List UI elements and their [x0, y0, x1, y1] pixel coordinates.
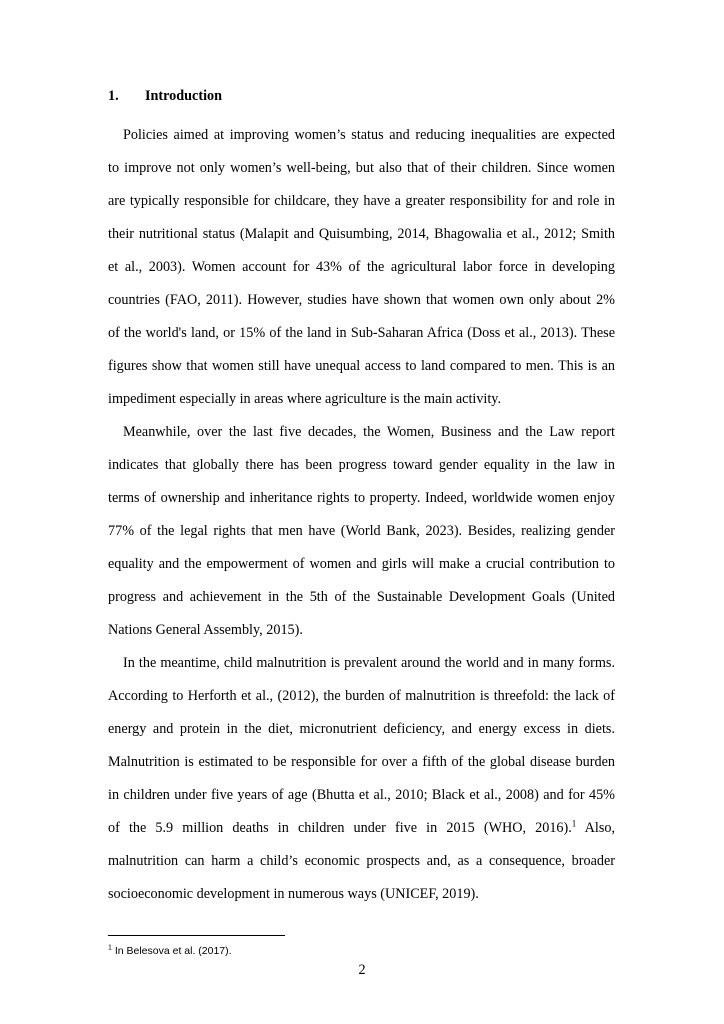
section-heading [108, 86, 222, 106]
paragraph-1-line-6: countries (FAO, 2011). However, studies have shown that women own only about 2% [108, 292, 615, 308]
page-number: 2 [358, 962, 366, 978]
section-title: Introduction [145, 88, 222, 104]
paragraph-2-line-1: Meanwhile, over the last five decades, the Women, Business and the Law report [123, 424, 615, 440]
footnote-text: In Belesova et al. (2017). [114, 945, 232, 957]
paragraph-1-line-7: of the world's land, or 15% of the land in Sub-Saharan Africa (Doss et al., 2013). These [108, 325, 615, 341]
paragraph-2-line-2: indicates that globally there has been progress toward gender equality in the law in [108, 457, 615, 473]
paragraph-3-line-4: Malnutrition is estimated to be responsible for over a fifth of the global disease burden [108, 754, 615, 770]
paragraph-3-line-8: socioeconomic development in numerous ways (UNICEF, 2019). [108, 886, 479, 902]
paragraph-2-line-6: progress and achievement in the 5th of the Sustainable Development Goals (United [108, 589, 615, 605]
paragraph-3-line-6-tail: Also, [584, 820, 616, 836]
paragraph-1-line-1: Policies aimed at improving women’s status and reducing inequalities are expected [123, 127, 615, 143]
paragraph-2-line-3: terms of ownership and inheritance rights to property. Indeed, worldwide women enjoy [108, 490, 615, 506]
paragraph-1-line-9: impediment especially in areas where agriculture is the main activity. [108, 391, 502, 407]
paragraph-1-line-8: figures show that women still have unequal access to land compared to men. This is an [108, 358, 615, 374]
paragraph-3-line-6-text: of the 5.9 million deaths in children under five in 2015 (WHO, 2016). [108, 820, 572, 836]
paragraph-1-line-4: their nutritional status (Malapit and Quisumbing, 2014, Bhagowalia et al., 2012; Smith [108, 226, 615, 242]
paragraph-3-line-2: According to Herforth et al., (2012), the burden of malnutrition is threefold: the lack of [108, 688, 615, 704]
paragraph-2-line-7: Nations General Assembly, 2015). [108, 622, 303, 638]
paragraph-1-line-5: et al., 2003). Women account for 43% of the agricultural labor force in developing [108, 259, 615, 275]
footnote [108, 944, 232, 958]
paragraph-3-line-1: In the meantime, child malnutrition is prevalent around the world and in many forms. [123, 655, 615, 671]
paragraph-2-line-4: 77% of the legal rights that men have (World Bank, 2023). Besides, realizing gender [108, 523, 615, 539]
section-number: 1. [108, 88, 119, 104]
paragraph-2-line-5: equality and the empowerment of women and girls will make a crucial contribution to [108, 556, 615, 572]
body-text [108, 119, 615, 911]
footnote-separator [108, 935, 285, 936]
paragraph-3-line-7: malnutrition can harm a child’s economic prospects and, as a consequence, broader [108, 853, 615, 869]
footnote-marker: 1 [108, 944, 112, 952]
footnote-reference: 1 [571, 818, 577, 829]
paragraph-1-line-3: are typically responsible for childcare, they have a greater responsibility for and role in [108, 193, 615, 209]
paragraph-3-line-6 [108, 812, 615, 845]
paragraph-3-line-5: in children under five years of age (Bhutta et al., 2010; Black et al., 2008) and for 45% [108, 787, 615, 803]
paragraph-1-line-2: to improve not only women’s well-being, but also that of their children. Since women [108, 160, 615, 176]
paragraph-3-line-3: energy and protein in the diet, micronutrient deficiency, and energy excess in diets. [108, 721, 615, 737]
